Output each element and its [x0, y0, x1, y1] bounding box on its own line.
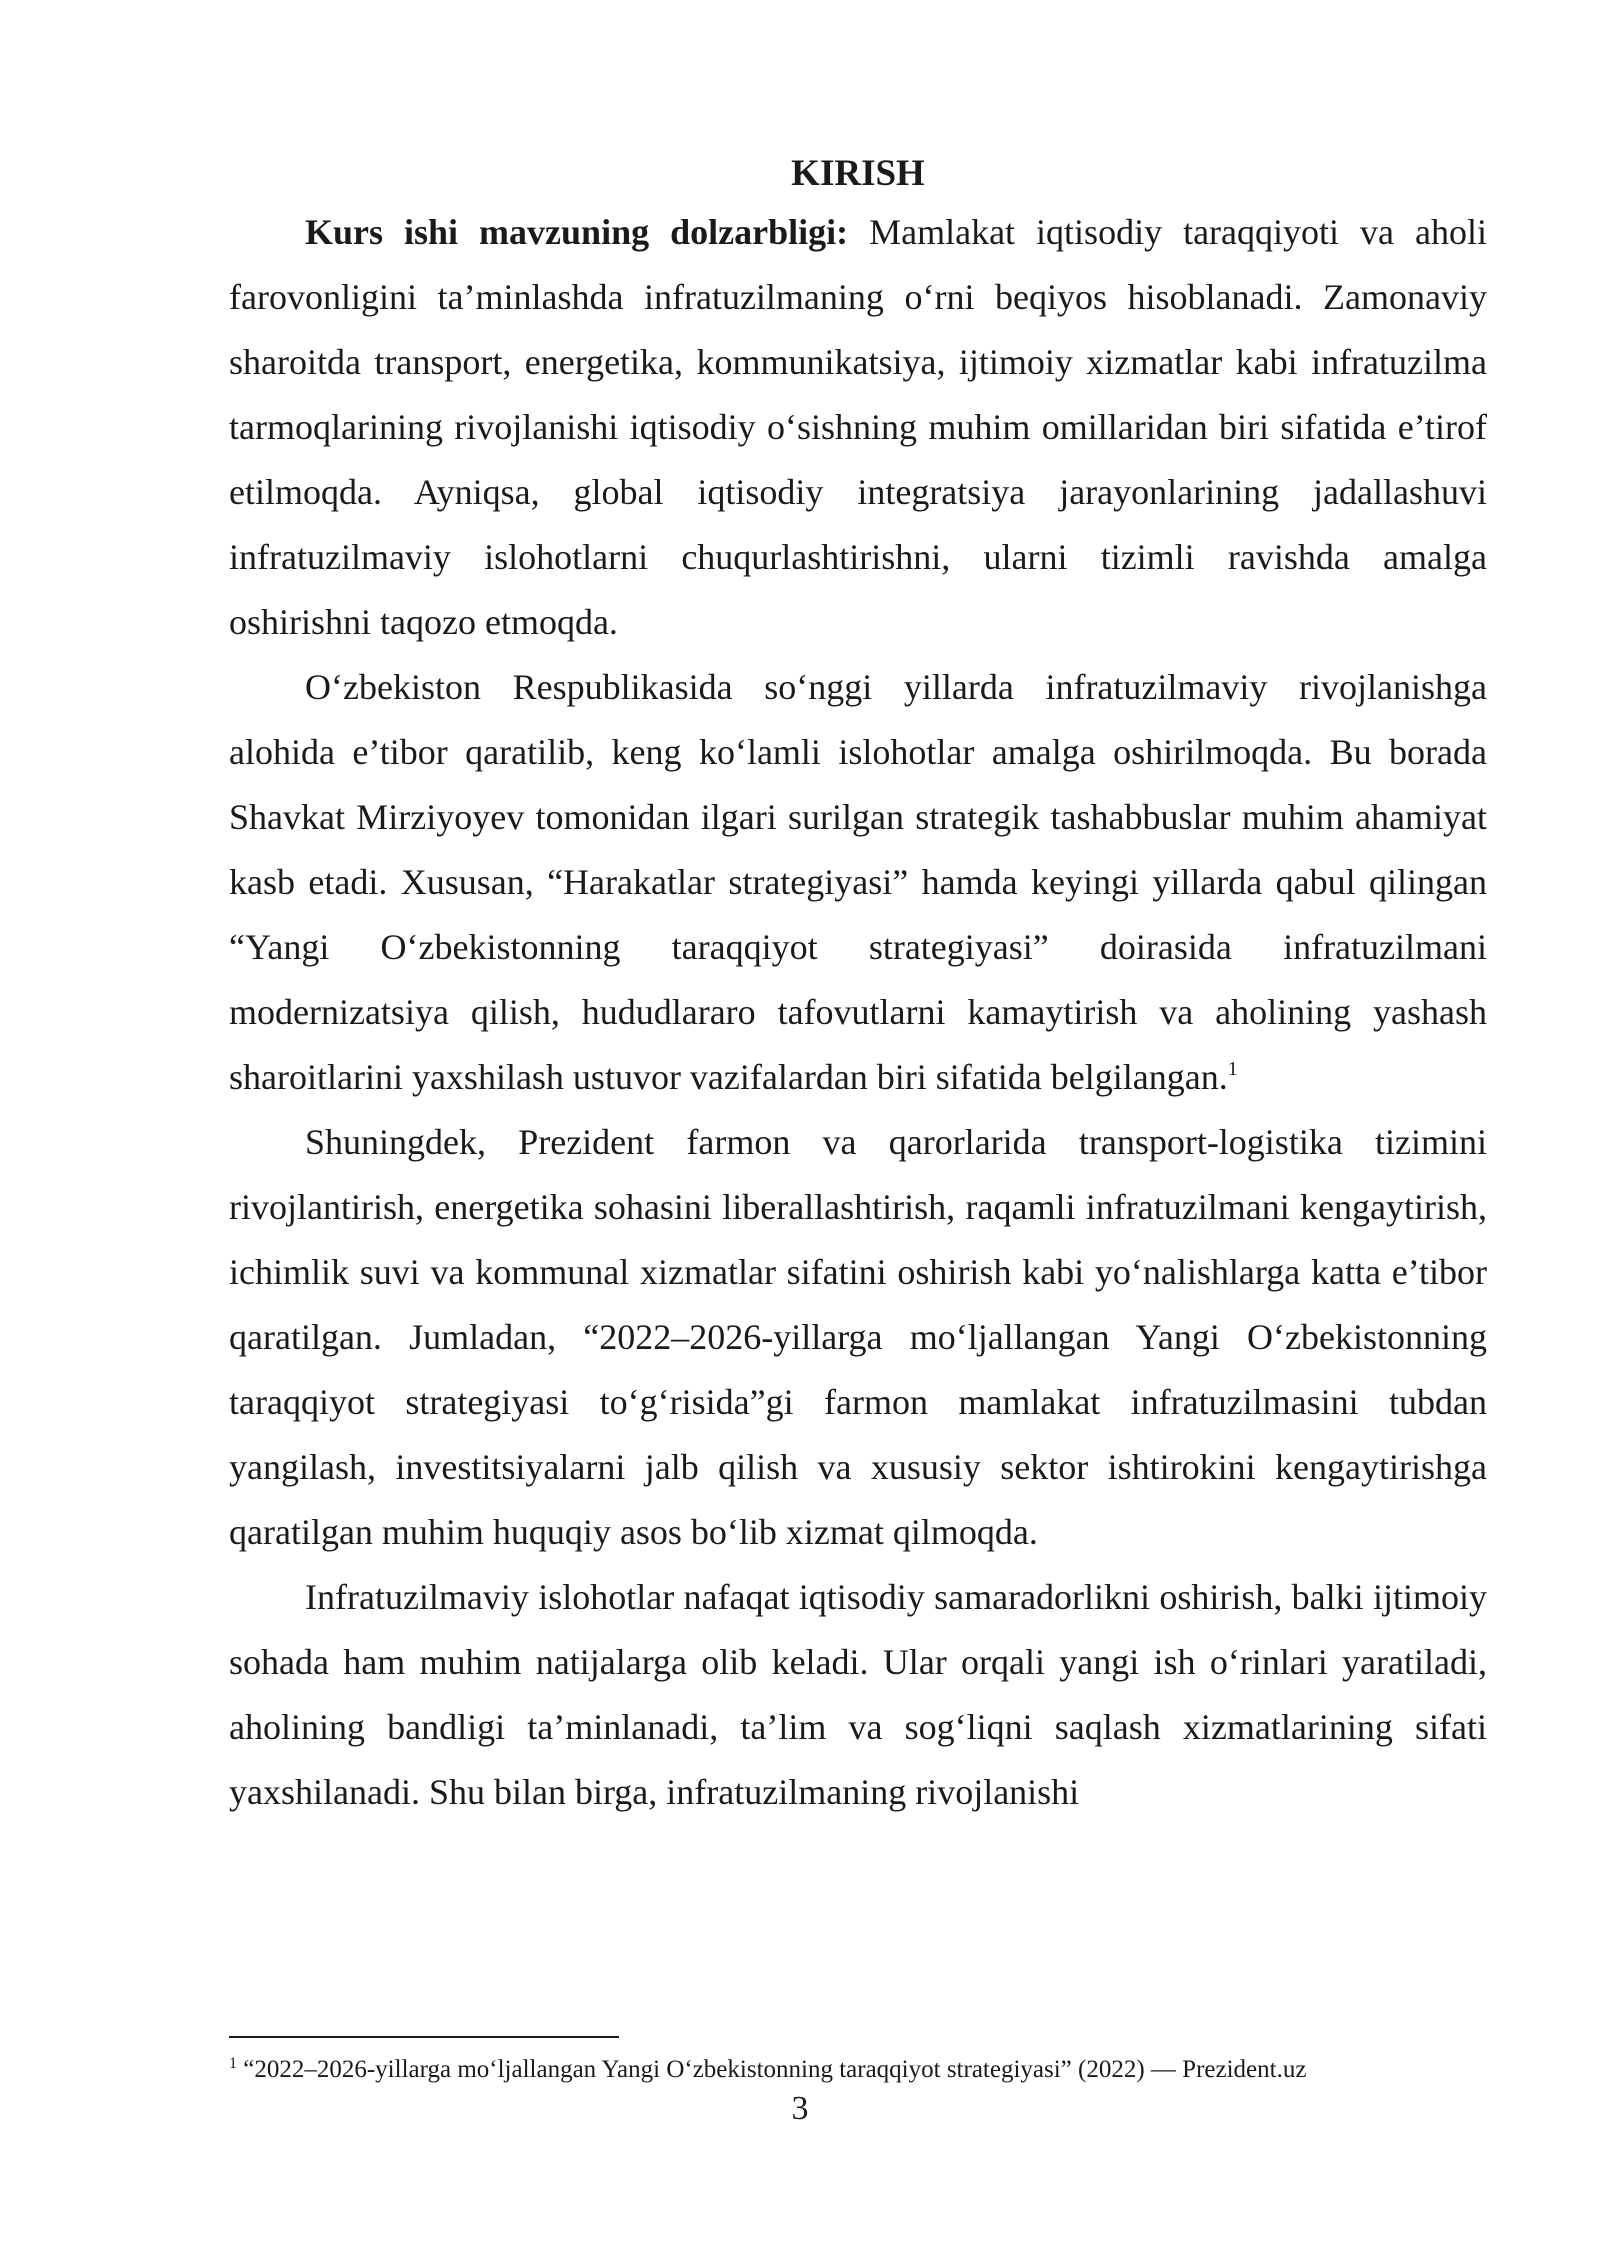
footnote-separator: [229, 2036, 619, 2038]
paragraph-text: Shuningdek, Prezident farmon va qarorlarida transport-logistika tizimini rivojlantirish, energetika sohasini liberallashtirish, raqamli infratuzilmani kengaytirish, ichimlik suvi va kommunal xizmatlar sifatini oshirish kabi yo‘nalishlarga katta e’tibor qaratilgan. Jumladan, “2022–2026-yillarga mo‘ljallangan Yangi O‘zbekistonning taraqqiyot strategiyasi to‘g‘risida”gi farmon mamlakat infratuzilmasini tubdan yangilash, investitsiyalarni jalb qilish va xususiy sektor ishtirokini kengaytirishga qaratilgan muhim huquqiy asos bo‘lib xizmat qilmoqda.: [229, 1122, 1487, 1552]
footnote-reference[interactable]: 1: [1227, 1058, 1238, 1080]
paragraph-relevance: [229, 200, 1487, 655]
paragraph-text: Infratuzilmaviy islohotlar nafaqat iqtisodiy samaradorlikni oshirish, balki ijtimoiy sohada ham muhim natijalarga olib keladi. Ular orqali yangi ish o‘rinlari yaratiladi, aholining bandligi ta’minlanadi, ta’lim va sog‘liqni saqlash xizmatlarining sifati yaxshilanadi. Shu bilan birga, infratuzilmaning rivojlanishi: [229, 1577, 1487, 1812]
paragraph-social-impact: [229, 1565, 1487, 1825]
paragraph-text: O‘zbekiston Respublikasida so‘nggi yillarda infratuzilmaviy rivojlanishga alohida e’tibor qaratilib, keng ko‘lamli islohotlar amalga oshirilmoqda. Bu borada Shavkat Mirziyoyev tomonidan ilgari surilgan strategik tashabbuslar muhim ahamiyat kasb etadi. Xususan, “Harakatlar strategiyasi” hamda keyingi yillarda qabul qilingan “Yangi O‘zbekistonning taraqqiyot strategiyasi” doirasida infratuzilmani modernizatsiya qilish, hududlararo tafovutlarni kamaytirish va aholining yashash sharoitlarini yaxshilash ustuvor vazifalardan biri sifatida belgilangan.: [229, 667, 1487, 1097]
paragraph-text: Mamlakat iqtisodiy taraqqiyoti va aholi farovonligini ta’minlashda infratuzilmaning o‘rni beqiyos hisoblanadi. Zamonaviy sharoitda transport, energetika, kommunikatsiya, ijtimoiy xizmatlar kabi infratuzilma tarmoqlarining rivojlanishi iqtisodiy o‘sishning muhim omillaridan biri sifatida e’tirof etilmoqda. Ayniqsa, global iqtisodiy integratsiya jarayonlarining jadallashuvi infratuzilmaviy islohotlarni chuqurlashtirishni, ularni tizimli ravishda amalga oshirishni taqozo etmoqda.: [229, 212, 1487, 642]
section-heading: KIRISH: [791, 153, 925, 194]
footnote-marker: 1: [229, 2055, 237, 2072]
paragraph-president-decrees: [229, 1110, 1487, 1565]
paragraph-uzbekistan-reforms: [229, 655, 1487, 1110]
document-page: [229, 148, 1487, 1825]
footnote: [229, 2052, 1487, 2088]
page-number: 3: [791, 2090, 809, 2127]
paragraph-lead: Kurs ishi mavzuning dolzarbligi:: [305, 212, 849, 252]
footnote-text: “2022–2026-yillarga mo‘ljallangan Yangi O‘zbekistonning taraqqiyot strategiyasi” (2022) — Prezident.uz: [237, 2056, 1307, 2083]
